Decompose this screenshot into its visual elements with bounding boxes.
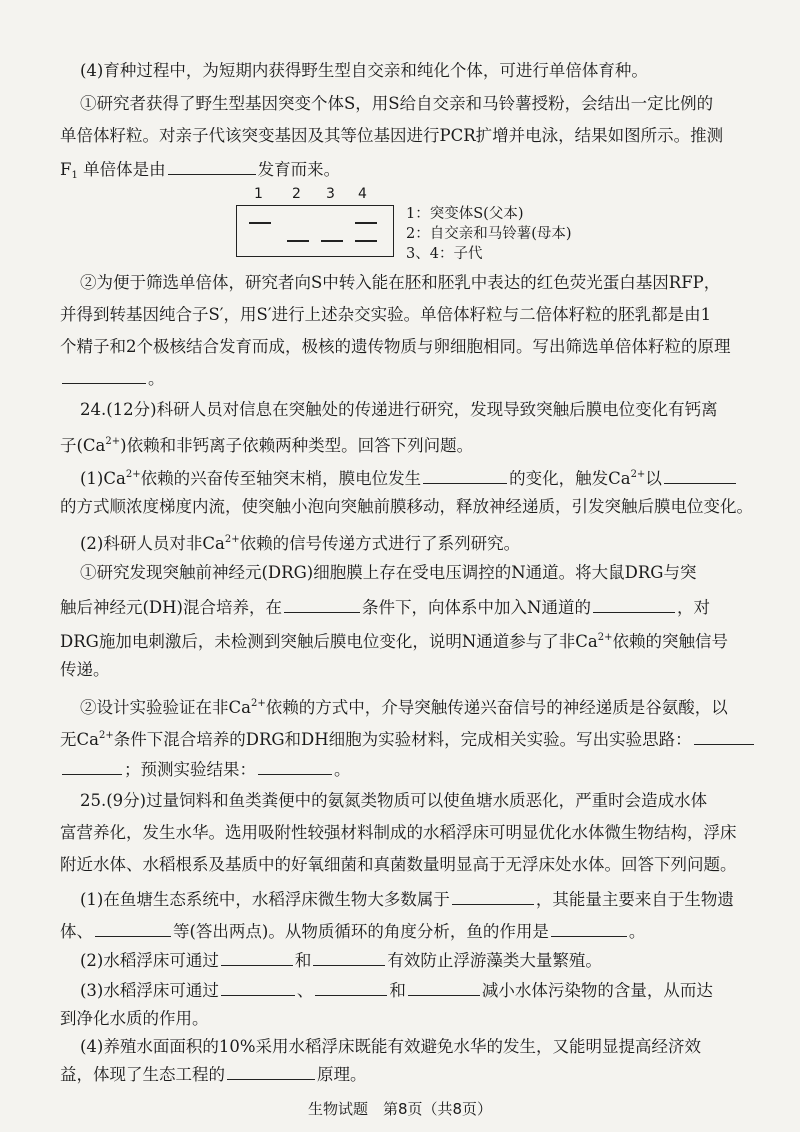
page-footer: 生物试题 第8页（共8页） bbox=[307, 1100, 493, 1118]
q25-line4: (1)在鱼塘生态系统中，水稻浮床微生物大多数属于 ，其能量主要来自于生物遗 bbox=[0, 887, 800, 911]
q23-4-line8: 。 bbox=[0, 366, 800, 390]
gel-band-lane1 bbox=[249, 222, 271, 224]
answer-blank[interactable] bbox=[227, 1062, 315, 1080]
q24-line12: ；预测实验结果： 。 bbox=[0, 757, 800, 781]
q23-4-line2: ①研究者获得了野生型基因突变个体S，用S给自交亲和马铃薯授粉，会结出一定比例的 bbox=[80, 94, 714, 113]
q25-line2: 富营养化，发生水华。选用吸附性较强材料制成的水稻浮床可明显优化水体微生物结构，浮床 bbox=[60, 823, 737, 842]
answer-blank[interactable] bbox=[168, 157, 256, 175]
q24-line8: DRG施加电刺激后，未检测到突触后膜电位变化，说明N通道参与了非$Ca^{2+}$依赖的突触信号 bbox=[60, 632, 728, 651]
q24-line5: (2)科研人员对非$Ca^{2+}$依赖的信号传递方式进行了系列研究。 bbox=[80, 534, 521, 553]
answer-blank[interactable] bbox=[315, 978, 387, 996]
answer-blank[interactable] bbox=[664, 466, 736, 484]
q24-line10: ②设计实验验证在非$Ca^{2+}$依赖的方式中，介导突触传递兴奋信号的神经递质是谷氨酸，以 bbox=[80, 698, 728, 717]
answer-blank[interactable] bbox=[551, 919, 627, 937]
answer-blank[interactable] bbox=[62, 757, 122, 775]
q23-4-line4: $F_1$ 单倍体是由 发育而来。 bbox=[0, 157, 800, 187]
answer-blank[interactable] bbox=[593, 595, 675, 613]
gel-band-lane4-upper bbox=[355, 222, 377, 224]
answer-blank[interactable] bbox=[95, 919, 171, 937]
answer-blank[interactable] bbox=[284, 595, 360, 613]
answer-blank[interactable] bbox=[452, 887, 534, 905]
q25-line7: (3)水稻浮床可通过 、 和 减小水体污染物的含量，从而达 bbox=[0, 978, 800, 1002]
answer-blank[interactable] bbox=[408, 978, 480, 996]
exam-page: (4)育种过程中，为短期内获得野生型自交亲和纯化个体，可进行单倍体育种。 ①研究者获得了野生型基因突变个体S，用S给自交亲和马铃薯授粉，会结出一定比例的 单倍体籽粒。对亲子代该突变基因及其等位基因进行PCR扩增并电泳，结果如图所示。推测 $F_1$ 单倍体是由 发育而来。 1 2 3 4 1：突变体S(父本) 2：自交亲和马铃薯(母本) 3、4：子代 ②为便于筛选单倍体，研究者向S中转入能在胚和胚乳中表达的红色荧光蛋白基因RFP， 并得到转基因纯合子S′，用S′进行上述杂交实验。单倍体籽粒与二倍体籽粒的胚乳都是由1 个精子和2个极核结合发育而成，极核的遗传物质与卵细胞相同。写出筛选单倍体籽粒的原理 。 24.(12分)科研人员对信息在突触处的传递进行研究，发现导致突触后膜电位变化有钙离 子$(Ca^{2+})$依赖和非钙离子依赖两种类型。回答下列问题。 $(1)Ca^{2+}$依赖的兴奋传至轴突末梢，膜电位发生 的变化，触发$Ca^{2+}$以 的方式顺浓度梯度内流，使突触小泡向突触前膜移动，释放神经递质，引发突触后膜电位变化。 (2)科研人员对非$Ca^{2+}$依赖的信号传递方式进行了系列研究。 ①研究发现突触前神经元(DRG)细胞膜上存在受电压调控的N通道。将大鼠DRG与突 触后神经元(DH)混合培养，在 条件下，向体系中加入N通道的 ，对 DRG施加电刺激后，未检测到突触后膜电位变化，说明N通道参与了非$Ca^{2+}$依赖的突触信号 传递。 ②设计实验验证在非$Ca^{2+}$依赖的方式中，介导突触传递兴奋信号的神经递质是谷氨酸，以 无$Ca^{2+}$条件下混合培养的DRG和DH细胞为实验材料，完成相关实验。写出实验思路： ；预测实验结果： 。 25.(9分)过量饲料和鱼类粪便中的氨氮类物质可以使鱼塘水质恶化，严重时会造成水体 富营养化，发生水华。选用吸附性较强材料制成的水稻浮床可明显优化水体微生物结构，浮床 附近水体、水稻根系及基质中的好氧细菌和真菌数量明显高于无浮床处水体。回答下列问题。 (1)在鱼塘生态系统中，水稻浮床微生物大多数属于 ，其能量主要来自于生物遗 体、 等(答出两点)。从物质循环的角度分析，鱼的作用是 。 (2)水稻浮床可通过 和 有效防止浮游藻类大量繁殖。 (3)水稻浮床可通过 、 和 减小水体污染物的含量，从而达 到净化水质的作用。 (4)养殖水面面积的10%采用水稻浮床既能有效避免水华的发生，又能明显提高经济效 生物试题 第8页（共8页） 益，体现了生态工程的 原理。 bbox=[0, 0, 800, 1132]
answer-blank[interactable] bbox=[258, 757, 332, 775]
q24-line9: 传递。 bbox=[60, 660, 110, 679]
q25-line10-text-a: 益，体现了生态工程的 bbox=[60, 1065, 225, 1084]
answer-blank[interactable] bbox=[423, 466, 507, 484]
q23-4-line5: ②为便于筛选单倍体，研究者向S中转入能在胚和胚乳中表达的红色荧光蛋白基因RFP， bbox=[80, 273, 721, 292]
q25-line1: 25.(9分)过量饲料和鱼类粪便中的氨氮类物质可以使鱼塘水质恶化，严重时会造成水体 bbox=[80, 791, 708, 810]
gel-legend-1: 1：突变体S(父本) bbox=[406, 206, 524, 222]
q25-line10-text-b: 原理。 bbox=[317, 1065, 367, 1084]
gel-legend-3: 3、4：子代 bbox=[406, 246, 483, 262]
answer-blank[interactable] bbox=[313, 948, 385, 966]
gel-band-lane2 bbox=[287, 240, 309, 242]
q24-line3: $(1)Ca^{2+}$依赖的兴奋传至轴突末梢，膜电位发生 的变化，触发$Ca^{2+}$以 bbox=[0, 464, 800, 490]
q25-line10 bbox=[0, 1062, 800, 1086]
q25-line5: 体、 等(答出两点)。从物质循环的角度分析，鱼的作用是 。 bbox=[0, 919, 800, 943]
gel-band-lane4-lower bbox=[355, 240, 377, 242]
answer-blank[interactable] bbox=[62, 366, 146, 384]
q24-line6: ①研究发现突触前神经元(DRG)细胞膜上存在受电压调控的N通道。将大鼠DRG与突 bbox=[80, 563, 697, 582]
q23-4-line7: 个精子和2个极核结合发育而成，极核的遗传物质与卵细胞相同。写出筛选单倍体籽粒的原理 bbox=[60, 337, 731, 356]
q25-line8: 到净化水质的作用。 bbox=[60, 1009, 209, 1028]
q24-line2: 子$(Ca^{2+})$依赖和非钙离子依赖两种类型。回答下列问题。 bbox=[60, 436, 474, 455]
q24-line11: 无$Ca^{2+}$条件下混合培养的DRG和DH细胞为实验材料，完成相关实验。写出实验思路： bbox=[0, 725, 800, 751]
answer-blank[interactable] bbox=[694, 727, 754, 745]
q24-line4: 的方式顺浓度梯度内流，使突触小泡向突触前膜移动，释放神经递质，引发突触后膜电位变化。 bbox=[60, 497, 753, 516]
gel-band-lane3 bbox=[321, 240, 343, 242]
q23-4-line1: (4)育种过程中，为短期内获得野生型自交亲和纯化个体，可进行单倍体育种。 bbox=[80, 61, 648, 80]
answer-blank[interactable] bbox=[221, 978, 295, 996]
q25-line3: 附近水体、水稻根系及基质中的好氧细菌和真菌数量明显高于无浮床处水体。回答下列问题。 bbox=[60, 855, 737, 874]
q23-4-line3: 单倍体籽粒。对亲子代该突变基因及其等位基因进行PCR扩增并电泳，结果如图所示。推测 bbox=[60, 126, 724, 145]
gel-legend-2: 2：自交亲和马铃薯(母本) bbox=[406, 226, 572, 242]
q25-line9: (4)养殖水面面积的10%采用水稻浮床既能有效避免水华的发生，又能明显提高经济效 bbox=[80, 1037, 702, 1056]
electrophoresis-gel bbox=[236, 205, 394, 257]
q25-line6: (2)水稻浮床可通过 和 有效防止浮游藻类大量繁殖。 bbox=[0, 948, 800, 972]
q24-line1: 24.(12分)科研人员对信息在突触处的传递进行研究，发现导致突触后膜电位变化有钙离 bbox=[80, 400, 718, 419]
q24-line7: 触后神经元(DH)混合培养，在 条件下，向体系中加入N通道的 ，对 bbox=[0, 595, 800, 619]
q23-4-line6: 并得到转基因纯合子S′，用S′进行上述杂交实验。单倍体籽粒与二倍体籽粒的胚乳都是由1 bbox=[60, 305, 712, 324]
answer-blank[interactable] bbox=[221, 948, 293, 966]
